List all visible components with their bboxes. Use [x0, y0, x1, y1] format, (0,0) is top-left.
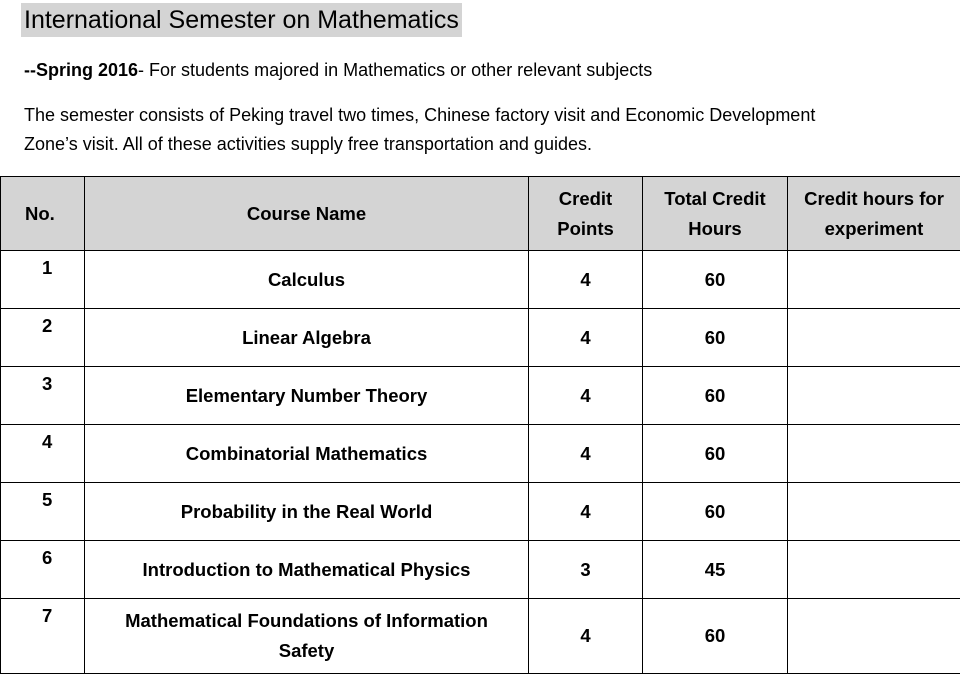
table-row — [1, 483, 960, 541]
semester-audience: - For students majored in Mathematics or other relevant subjects — [138, 60, 653, 80]
credit-points: 4 — [529, 599, 643, 674]
course-name: Combinatorial Mathematics — [85, 425, 529, 483]
column-header-no: No. — [1, 177, 85, 251]
total-credit-hours: 60 — [643, 367, 788, 425]
table-row — [1, 599, 960, 674]
total-credit-hours: 60 — [643, 483, 788, 541]
experiment-hours — [788, 425, 960, 483]
experiment-hours — [788, 309, 960, 367]
course-table — [0, 176, 960, 674]
total-credit-hours: 60 — [643, 599, 788, 674]
total-credit-hours: 60 — [643, 251, 788, 309]
row-number: 2 — [1, 309, 85, 367]
experiment-hours — [788, 483, 960, 541]
semester-description — [24, 101, 944, 159]
row-number: 3 — [1, 367, 85, 425]
table-row — [1, 251, 960, 309]
row-number: 4 — [1, 425, 85, 483]
row-number: 6 — [1, 541, 85, 599]
credit-points: 4 — [529, 425, 643, 483]
row-number: 7 — [1, 599, 85, 674]
experiment-hours — [788, 541, 960, 599]
course-name: Mathematical Foundations of Information Safety — [85, 599, 529, 674]
credit-points: 4 — [529, 483, 643, 541]
course-name: Introduction to Mathematical Physics — [85, 541, 529, 599]
table-row — [1, 425, 960, 483]
credit-points: 3 — [529, 541, 643, 599]
experiment-hours — [788, 599, 960, 674]
column-header-credit-points: Credit Points — [529, 177, 643, 251]
total-credit-hours: 45 — [643, 541, 788, 599]
credit-points: 4 — [529, 309, 643, 367]
column-header-total-credit-hours: Total Credit Hours — [643, 177, 788, 251]
table-row — [1, 541, 960, 599]
description-line: The semester consists of Peking travel two times, Chinese factory visit and Economic Development — [24, 105, 816, 125]
total-credit-hours: 60 — [643, 425, 788, 483]
column-header-experiment-hours: Credit hours for experiment — [788, 177, 960, 251]
semester-label: --Spring 2016 — [24, 60, 139, 80]
table-header-row — [1, 177, 960, 251]
column-header-course-name: Course Name — [85, 177, 529, 251]
credit-points: 4 — [529, 251, 643, 309]
credit-points: 4 — [529, 367, 643, 425]
experiment-hours — [788, 251, 960, 309]
table-row — [1, 367, 960, 425]
description-line: Zone’s visit. All of these activities supply free transportation and guides. — [24, 134, 592, 154]
semester-subtitle — [24, 57, 652, 83]
total-credit-hours: 60 — [643, 309, 788, 367]
course-name: Calculus — [85, 251, 529, 309]
table-row — [1, 309, 960, 367]
row-number: 5 — [1, 483, 85, 541]
course-name: Probability in the Real World — [85, 483, 529, 541]
row-number: 1 — [1, 251, 85, 309]
course-name: Linear Algebra — [85, 309, 529, 367]
page-title: International Semester on Mathematics — [21, 3, 462, 37]
course-name: Elementary Number Theory — [85, 367, 529, 425]
experiment-hours — [788, 367, 960, 425]
